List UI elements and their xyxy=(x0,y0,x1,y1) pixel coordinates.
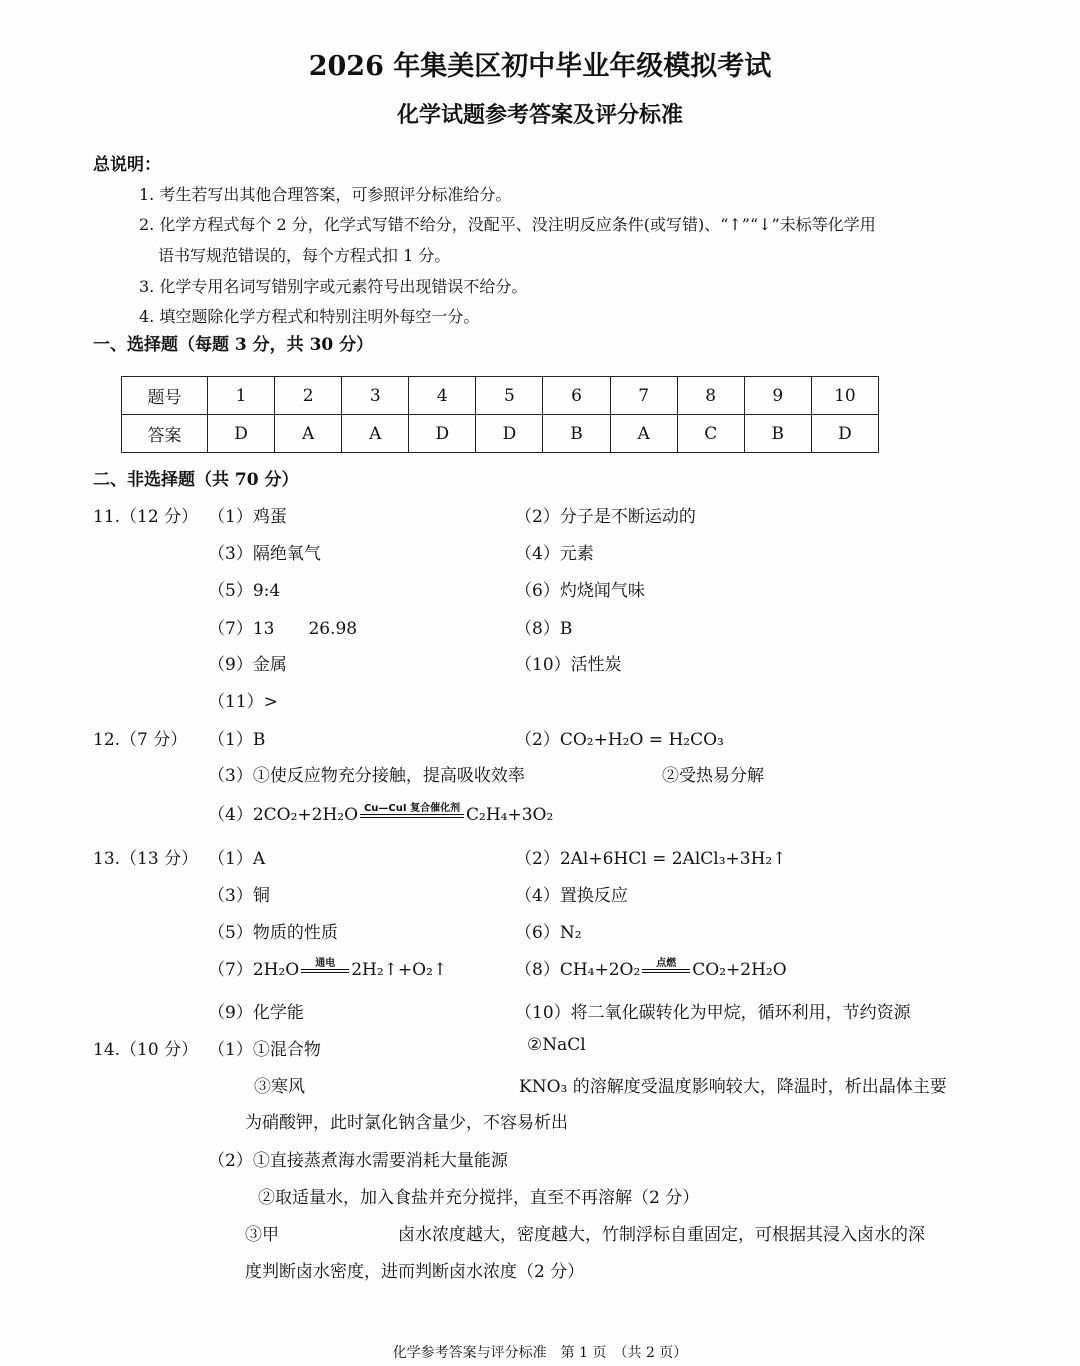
general-item-1: 1. 考生若写出其他合理答案，可参照评分标准给分。 xyxy=(139,185,512,204)
answer-cell: A xyxy=(342,415,409,453)
equation-products: 2H₂↑+O₂↑ xyxy=(351,960,448,980)
question-number: 2 xyxy=(275,377,342,415)
condition-text: 点燃 xyxy=(656,957,677,969)
equation-reactants: （8）CH₄+2O₂ xyxy=(515,960,641,980)
answer-cell: D xyxy=(409,415,476,453)
table-row xyxy=(122,377,879,415)
page-subtitle: 化学试题参考答案及评分标准 xyxy=(396,102,683,128)
q13-answer-10: （10）将二氧化碳转化为甲烷，循环利用，节约资源 xyxy=(515,1003,911,1023)
equation-reactants: （7）2H₂O xyxy=(208,960,300,980)
q13-answer-3: （3）铜 xyxy=(208,886,270,906)
q14-answer-1d: KNO₃ 的溶解度受温度影响较大，降温时，析出晶体主要 xyxy=(519,1077,947,1097)
question-number: 10 xyxy=(811,377,878,415)
row-label-answer: 答案 xyxy=(122,415,208,453)
answer-cell: B xyxy=(744,415,811,453)
page-title: 2026 年集美区初中毕业年级模拟考试 xyxy=(308,51,772,82)
equation-products: C₂H₄+3O₂ xyxy=(466,805,554,825)
question-number: 8 xyxy=(677,377,744,415)
q12-answer-3b: ②受热易分解 xyxy=(662,766,764,786)
question-number: 3 xyxy=(342,377,409,415)
page-footer: 化学参考答案与评分标准 第 1 页 （共 2 页） xyxy=(392,1345,688,1361)
q14-answer-2d: 卤水浓度越大，密度越大，竹制浮标自重固定，可根据其浸入卤水的深 xyxy=(398,1225,925,1245)
q11-answer-2: （2）分子是不断运动的 xyxy=(515,507,696,527)
q13-answer-1: （1）A xyxy=(208,849,266,869)
q11-answer-11: （11）> xyxy=(208,692,278,712)
q11-answer-10: （10）活性炭 xyxy=(515,655,622,675)
q12-answer-2: （2）CO₂+H₂O = H₂CO₃ xyxy=(515,730,724,750)
q13-answer-2: （2）2Al+6HCl = 2AlCl₃+3H₂↑ xyxy=(515,849,787,869)
part2-heading: 二、非选择题（共 70 分） xyxy=(93,470,299,490)
equation-products: CO₂+2H₂O xyxy=(692,960,787,980)
question-number: 6 xyxy=(543,377,610,415)
answer-cell: D xyxy=(811,415,878,453)
q14-answer-1b: ②NaCl xyxy=(527,1035,586,1055)
q14-answer-2b: ②取适量水，加入食盐并充分搅拌，直至不再溶解（2 分） xyxy=(258,1188,700,1208)
q13-answer-5: （5）物质的性质 xyxy=(208,923,338,943)
q11-answer-1: （1）鸡蛋 xyxy=(208,507,287,527)
general-item-4: 4. 填空题除化学方程式和特别注明外每空一分。 xyxy=(139,307,480,326)
answer-cell: D xyxy=(208,415,275,453)
q13-answer-8 xyxy=(515,955,787,984)
answer-cell: C xyxy=(677,415,744,453)
answer-cell: B xyxy=(543,415,610,453)
answer-table xyxy=(121,376,879,453)
equation-reactants: （4）2CO₂+2H₂O xyxy=(208,805,359,825)
q12-answer-3a: （3）①使反应物充分接触，提高吸收效率 xyxy=(208,766,525,786)
condition-text: 通电 xyxy=(315,957,336,969)
answer-cell: A xyxy=(275,415,342,453)
q14-answer-2c: ③甲 xyxy=(245,1225,279,1245)
reaction-condition xyxy=(360,803,464,829)
table-row xyxy=(122,415,879,453)
q11-answer-4: （4）元素 xyxy=(515,544,594,564)
q13-answer-7 xyxy=(208,955,447,984)
q13-answer-4: （4）置换反应 xyxy=(515,886,628,906)
general-item-2-cont: 语书写规范错误的，每个方程式扣 1 分。 xyxy=(158,246,451,265)
q13-answer-6: （6）N₂ xyxy=(515,923,582,943)
reaction-condition xyxy=(301,958,349,984)
q14-answer-2a: （2）①直接蒸煮海水需要消耗大量能源 xyxy=(208,1151,508,1171)
question-number: 9 xyxy=(744,377,811,415)
q14-answer-1e: 为硝酸钾，此时氯化钠含量少，不容易析出 xyxy=(245,1113,568,1133)
reaction-condition xyxy=(642,958,690,984)
q11-answer-5: （5）9:4 xyxy=(208,581,281,601)
q14-answer-2e: 度判断卤水密度，进而判断卤水浓度（2 分） xyxy=(245,1262,585,1282)
q13-label: 13.（13 分） xyxy=(93,849,199,869)
q14-answer-1c: ③寒风 xyxy=(254,1077,305,1097)
general-item-2: 2. 化学方程式每个 2 分，化学式写错不给分，没配平、没注明反应条件(或写错)、“↑”“↓”未标等化学用 xyxy=(139,215,876,234)
question-number: 1 xyxy=(208,377,275,415)
question-number: 5 xyxy=(476,377,543,415)
q11-answer-3: （3）隔绝氧气 xyxy=(208,544,321,564)
q11-label: 11.（12 分） xyxy=(93,507,199,527)
general-heading: 总说明： xyxy=(93,155,161,175)
q12-answer-4 xyxy=(208,800,553,829)
q14-answer-1a: （1）①混合物 xyxy=(208,1040,321,1060)
part1-heading: 一、选择题（每题 3 分，共 30 分） xyxy=(93,335,374,355)
q14-label: 14.（10 分） xyxy=(93,1040,199,1060)
general-item-3: 3. 化学专用名词写错别字或元素符号出现错误不给分。 xyxy=(139,277,528,296)
answer-cell: D xyxy=(476,415,543,453)
q13-answer-9: （9）化学能 xyxy=(208,1003,304,1023)
q11-answer-7: （7）13 26.98 xyxy=(208,619,358,639)
q12-label: 12.（7 分） xyxy=(93,730,188,750)
q11-answer-6: （6）灼烧闻气味 xyxy=(515,581,645,601)
condition-text: Cu—CuI 复合催化剂 xyxy=(363,802,461,814)
question-number: 4 xyxy=(409,377,476,415)
q12-answer-1: （1）B xyxy=(208,730,266,750)
row-label-question: 题号 xyxy=(122,377,208,415)
q11-answer-8: （8）B xyxy=(515,619,573,639)
answer-cell: A xyxy=(610,415,677,453)
q11-answer-9: （9）金属 xyxy=(208,655,287,675)
question-number: 7 xyxy=(610,377,677,415)
